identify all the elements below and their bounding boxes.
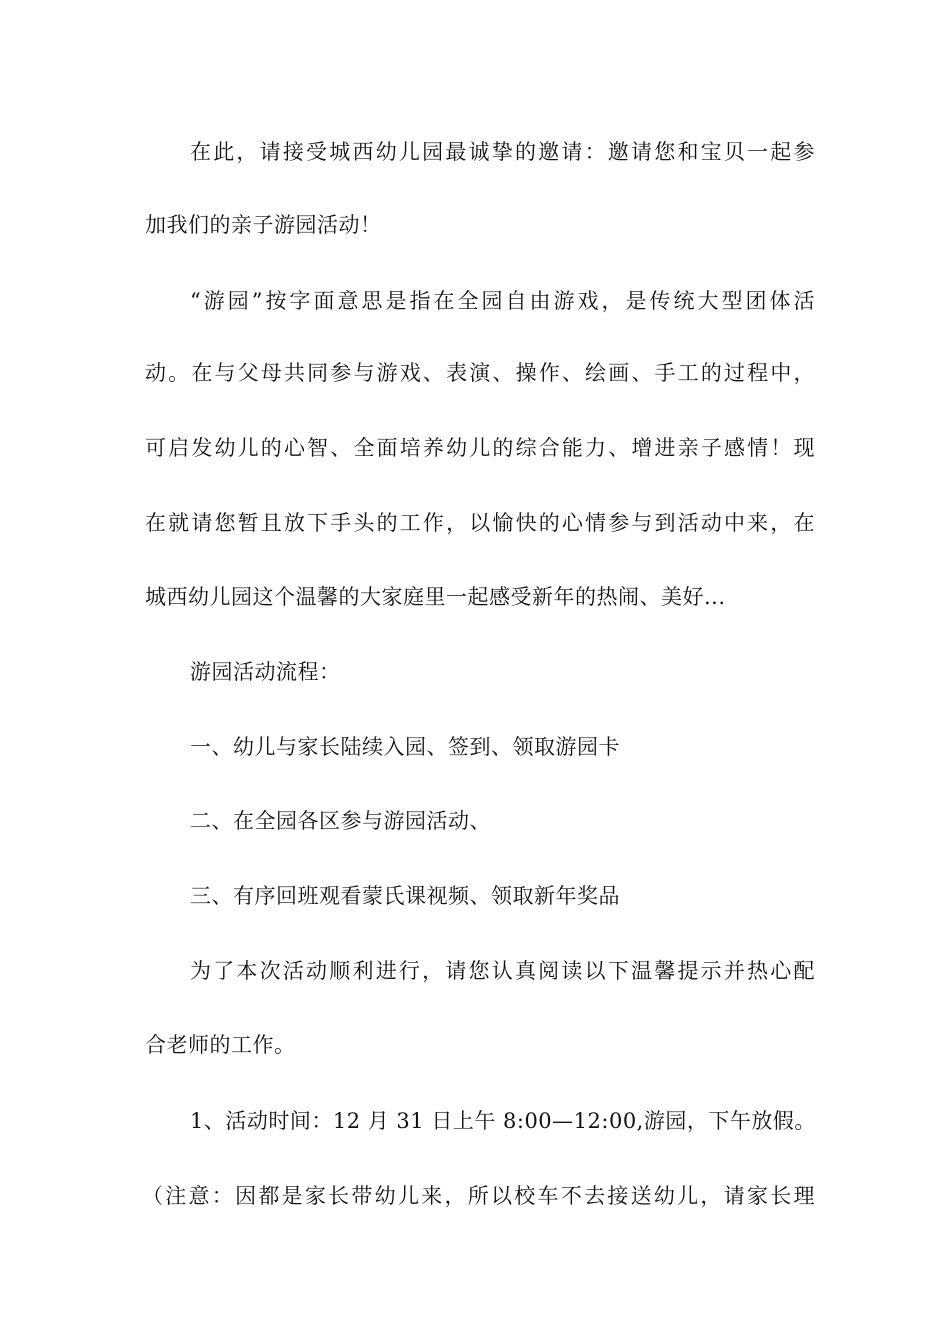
note-line: （注意：因都是家长带幼儿来，所以校车不去接送幼儿，请家长理 [142,1184,815,1208]
intro-line-2: 动。在与父母共同参与游戏、表演、操作、绘画、手工的过程中， [145,361,815,385]
intro-line-4: 在就请您暂且放下手头的工作，以愉快的心情参与到活动中来，在 [145,511,815,535]
activity-time-line: 1、活动时间：12 月 31 日上午 8:00—12:00,游园，下午放假。 [190,1109,816,1133]
intro-line-3: 可启发幼儿的心智、全面培养幼儿的综合能力、增进亲子感情！现 [145,436,815,460]
intro-line-5: 城西幼儿园这个温馨的大家庭里一起感受新年的热闹、美好... [145,585,726,609]
intro-line-1: “游园”按字面意思是指在全园自由游戏，是传统大型团体活 [190,289,815,313]
reminder-line-1: 为了本次活动顺利进行，请您认真阅读以下温馨提示并热心配 [190,959,815,983]
process-step-1: 一、幼儿与家长陆续入园、签到、领取游园卡 [190,735,620,759]
process-heading: 游园活动流程： [190,660,341,684]
process-step-3: 三、有序回班观看蒙氏课视频、领取新年奖品 [190,884,620,908]
invitation-line-2: 加我们的亲子游园活动！ [145,213,382,237]
invitation-line-1: 在此，请接受城西幼儿园最诚挚的邀请：邀请您和宝贝一起参 [190,140,815,164]
reminder-line-2: 合老师的工作。 [145,1033,296,1057]
process-step-2: 二、在全园各区参与游园活动、 [190,809,491,833]
